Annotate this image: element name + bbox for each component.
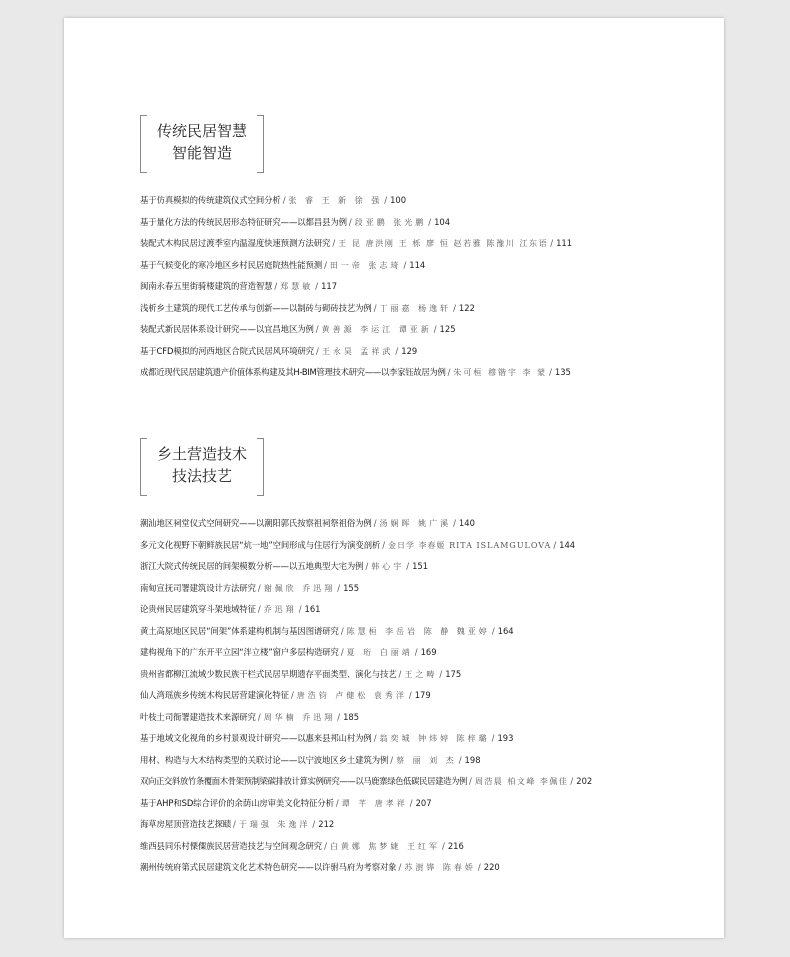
separator-slash: /	[340, 647, 344, 657]
entry-page: 207	[415, 797, 432, 808]
separator-slash: /	[491, 733, 495, 743]
separator-slash: /	[406, 561, 410, 571]
separator-slash: /	[477, 862, 481, 872]
toc-entry[interactable]	[140, 513, 720, 535]
separator-slash: /	[316, 345, 319, 356]
entry-page: 122	[458, 302, 475, 313]
separator-slash: /	[257, 604, 261, 614]
separator-slash: /	[447, 367, 451, 377]
entry-authors: 周华楠 乔迅翔	[263, 712, 336, 722]
toc-entry[interactable]	[140, 535, 720, 557]
entry-authors: 夏 珩 白丽靖	[346, 648, 413, 657]
separator-slash: /	[428, 216, 432, 227]
separator-slash: /	[409, 797, 413, 808]
toc-entry[interactable]	[140, 814, 720, 836]
section-heading-traditional-dwellings	[140, 115, 264, 171]
entry-authors: 黄善源 李运江 谭亚新	[321, 325, 432, 334]
entry-title: 基于AHP和SD综合评价的余荫山房审美文化特征分析	[140, 797, 334, 808]
entry-page: 169	[420, 647, 437, 657]
entry-title: 装配式木构民居过渡季室内温湿度快速预测方法研究	[140, 238, 331, 248]
toc-entry[interactable]	[140, 233, 720, 255]
entry-authors: 韩心宇	[371, 562, 405, 571]
toc-entry[interactable]	[140, 750, 720, 772]
entry-authors: 汤娴晖 姚广溪	[379, 519, 452, 528]
separator-slash: /	[458, 754, 462, 765]
entry-title: 论贵州民居建筑穿斗架地域特征	[140, 604, 256, 614]
entry-title: 基于气候变化的寒冷地区乡村民居庭院热性能预测	[140, 259, 323, 270]
entry-authors: 朱可桓 穆锴宇 李 蒙	[453, 368, 548, 377]
entry-page: 104	[434, 216, 451, 227]
toc-entry[interactable]	[140, 319, 720, 341]
entry-title: 浅析乡土建筑的现代工艺传承与创新——以制砖与砌砖技艺为例	[140, 302, 372, 313]
entry-authors: 翁奕城 钟炜婷 陈梓璐	[379, 734, 490, 743]
entry-title: 装配式新民居体系设计研究——以宜昌地区为例	[140, 324, 314, 334]
entry-authors: 蔡 丽 刘 杰	[396, 755, 457, 765]
entry-title: 潮汕地区祠堂仪式空间研究——以潮阳郭氏按察祖祠祭祖俗为例	[140, 518, 372, 528]
entry-title: 双向正交斜放竹条覆面木骨架预制梁碳排放计算实例研究——以马鹿寨绿色低碳民居建造为例	[140, 776, 467, 786]
separator-slash: /	[384, 195, 388, 205]
entry-title: 用材、构造与大木结构类型的关联讨论——以宁波地区乡土建筑为例	[140, 754, 389, 765]
entry-title: 仙人湾瑶族乡传统木构民居营建演化特征	[140, 690, 289, 700]
separator-slash: /	[550, 238, 554, 248]
toc-entry[interactable]	[140, 728, 720, 750]
separator-slash: /	[365, 561, 369, 571]
entry-authors: 谭 芊 唐孝祥	[341, 798, 408, 808]
separator-slash: /	[382, 539, 386, 550]
entry-page: 125	[439, 324, 456, 334]
separator-slash: /	[398, 862, 402, 872]
separator-slash: /	[298, 604, 302, 614]
entry-page: 161	[304, 604, 321, 614]
entry-title: 建构视角下的广东开平立园“泮立楼”窗户多层构造研究	[140, 647, 339, 657]
toc-entry[interactable]	[140, 556, 720, 578]
entry-authors: 金日学 李春姬 RITA ISLAMGULOVA	[388, 540, 552, 550]
section-title-line2: 技法技艺	[171, 467, 232, 485]
separator-slash: /	[274, 281, 278, 291]
entry-page: 179	[414, 690, 431, 700]
separator-slash: /	[373, 518, 377, 528]
entry-authors: 段亚鹏 张光鹏	[354, 217, 427, 227]
entry-authors: 王永昊 孟祥武	[321, 346, 394, 356]
separator-slash: /	[315, 281, 319, 291]
entry-page: 151	[412, 561, 429, 571]
entry-title: 基于CFD模拟的河西地区合院式民居风环境研究	[140, 345, 315, 356]
entry-page: 185	[343, 711, 360, 722]
entry-authors: 王 昆 唐洪刚 王 栎 廖 恒 赵若雅 陈豫川 江东语	[338, 239, 549, 248]
toc-entry[interactable]	[140, 276, 720, 298]
entry-page: 129	[401, 345, 418, 356]
section-title-line2: 智能智造	[171, 144, 232, 162]
entry-authors: 郑慧敏	[280, 282, 314, 291]
separator-slash: /	[312, 819, 316, 829]
separator-slash: /	[398, 668, 402, 679]
separator-slash: /	[549, 367, 552, 377]
entry-authors: 苏澍铧 陈春娇	[404, 863, 476, 872]
entry-authors: 唐浩钧 卢健松 袁秀洋	[296, 691, 407, 700]
separator-slash: /	[282, 195, 286, 205]
entry-authors: 乔迅翔	[263, 605, 297, 614]
entry-title: 维西县同乐村傈僳族民居营造技艺与空间观念研究	[140, 840, 323, 851]
entry-authors: 陈慧桓 李岳岩 陈 静 魏亚婷	[346, 626, 490, 636]
separator-slash: /	[570, 776, 574, 786]
separator-slash: /	[337, 582, 341, 593]
entry-page: 212	[318, 819, 335, 829]
separator-slash: /	[414, 647, 418, 657]
separator-slash: /	[453, 518, 456, 528]
entry-authors: 白黄娜 焦梦婕 王红军	[329, 841, 440, 851]
entry-page: 114	[409, 259, 426, 270]
separator-slash: /	[290, 690, 294, 700]
entry-page: 193	[497, 733, 514, 743]
separator-slash: /	[433, 324, 437, 334]
separator-slash: /	[324, 259, 327, 270]
section-title-line1: 乡土营造技术	[156, 445, 247, 463]
toc-entry[interactable]	[140, 664, 720, 686]
toc-entry[interactable]	[140, 578, 720, 600]
entry-page: 140	[458, 518, 475, 528]
entry-authors: 丁丽嘉 杨逸轩	[379, 303, 452, 313]
toc-entry[interactable]	[140, 599, 720, 621]
toc-entry[interactable]	[140, 212, 720, 234]
toc-entry[interactable]	[140, 298, 720, 320]
separator-slash: /	[491, 625, 495, 636]
entry-title: 海草房屋顶营造技艺探赜	[140, 819, 232, 829]
separator-slash: /	[340, 625, 344, 636]
separator-slash: /	[453, 302, 456, 313]
toc-entry[interactable]	[140, 642, 720, 664]
section-entries-list	[140, 190, 720, 384]
separator-slash: /	[257, 711, 261, 722]
separator-slash: /	[468, 776, 472, 786]
entry-title: 成都近现代民居建筑遗产价值体系构建及其H-BIM管理技术研究——以李家钰故居为例	[140, 367, 446, 377]
entry-authors: 周浩晨 柏文峰 李佩佳	[474, 777, 569, 786]
entry-page: 111	[556, 238, 573, 248]
separator-slash: /	[335, 797, 339, 808]
entry-authors: 张 睿 王 新 徐 强	[288, 196, 383, 205]
toc-entry[interactable]	[140, 255, 720, 277]
section-heading-vernacular-techniques	[140, 438, 264, 494]
separator-slash: /	[332, 238, 336, 248]
entry-authors: 于瑞强 朱逸洋	[238, 820, 311, 829]
separator-slash: /	[390, 754, 394, 765]
toc-entry[interactable]	[140, 190, 720, 212]
separator-slash: /	[373, 733, 377, 743]
entry-page: 117	[321, 281, 338, 291]
separator-slash: /	[403, 259, 407, 270]
entry-title: 黄土高原地区民居“间架”体系建构机制与基因图谱研究	[140, 625, 339, 636]
separator-slash: /	[324, 840, 327, 851]
toc-entry[interactable]	[140, 707, 720, 729]
separator-slash: /	[553, 539, 557, 550]
entry-title: 基于仿真模拟的传统建筑仪式空间分析	[140, 195, 281, 205]
entry-page: 155	[343, 582, 360, 593]
entry-page: 144	[559, 539, 576, 550]
section-title-line1: 传统民居智慧	[156, 122, 247, 140]
separator-slash: /	[315, 324, 319, 334]
entry-title: 叶枝土司衙署建造技术来源研究	[140, 711, 256, 722]
entry-page: 175	[445, 668, 462, 679]
entry-page: 202	[576, 776, 593, 786]
separator-slash: /	[408, 690, 412, 700]
toc-entry[interactable]	[140, 621, 720, 643]
entry-page: 164	[497, 625, 514, 636]
separator-slash: /	[348, 216, 352, 227]
toc-entry[interactable]	[140, 836, 720, 858]
toc-entry[interactable]	[140, 341, 720, 363]
entry-authors: 谢佩欣 乔迅翔	[263, 583, 336, 593]
entry-page: 216	[447, 840, 464, 851]
toc-entry[interactable]	[140, 771, 720, 793]
toc-entry[interactable]	[140, 857, 720, 879]
entry-title: 贵州省都柳江流域少数民族干栏式民居早期遗存平面类型、演化与技艺	[140, 668, 397, 679]
toc-entry[interactable]	[140, 362, 720, 384]
entry-title: 基于量化方法的传统民居形态特征研究——以都昌县为例	[140, 216, 347, 227]
entry-page: 135	[554, 367, 571, 377]
entry-title: 闽南永春五里街骑楼建筑的营造智慧	[140, 281, 273, 291]
page-sheet	[64, 18, 724, 938]
entry-title: 多元文化视野下朝鲜族民居“炕一地”空间形成与住居行为演变剖析	[140, 539, 381, 550]
entry-authors: 田一帝 张志琦	[329, 260, 402, 270]
entry-title: 潮州传统府第式民居建筑文化艺术特色研究——以许驸马府为考察对象	[140, 862, 397, 872]
separator-slash: /	[373, 302, 377, 313]
entry-title: 基于地域文化视角的乡村景观设计研究——以惠来县邦山村为例	[140, 733, 372, 743]
separator-slash: /	[395, 345, 399, 356]
entry-page: 100	[390, 195, 407, 205]
entry-page: 220	[483, 862, 500, 872]
entry-page: 198	[464, 754, 481, 765]
toc-entry[interactable]	[140, 793, 720, 815]
entry-title: 南甸宣抚司署建筑设计方法研究	[140, 582, 256, 593]
separator-slash: /	[441, 840, 445, 851]
separator-slash: /	[337, 711, 341, 722]
entry-authors: 王之畴	[404, 669, 438, 679]
separator-slash: /	[439, 668, 443, 679]
separator-slash: /	[233, 819, 236, 829]
toc-entry[interactable]	[140, 685, 720, 707]
section-entries-list	[140, 513, 720, 879]
entry-title: 浙江大院式传统民居的间架模数分析——以五地典型大宅为例	[140, 561, 364, 571]
separator-slash: /	[257, 582, 261, 593]
